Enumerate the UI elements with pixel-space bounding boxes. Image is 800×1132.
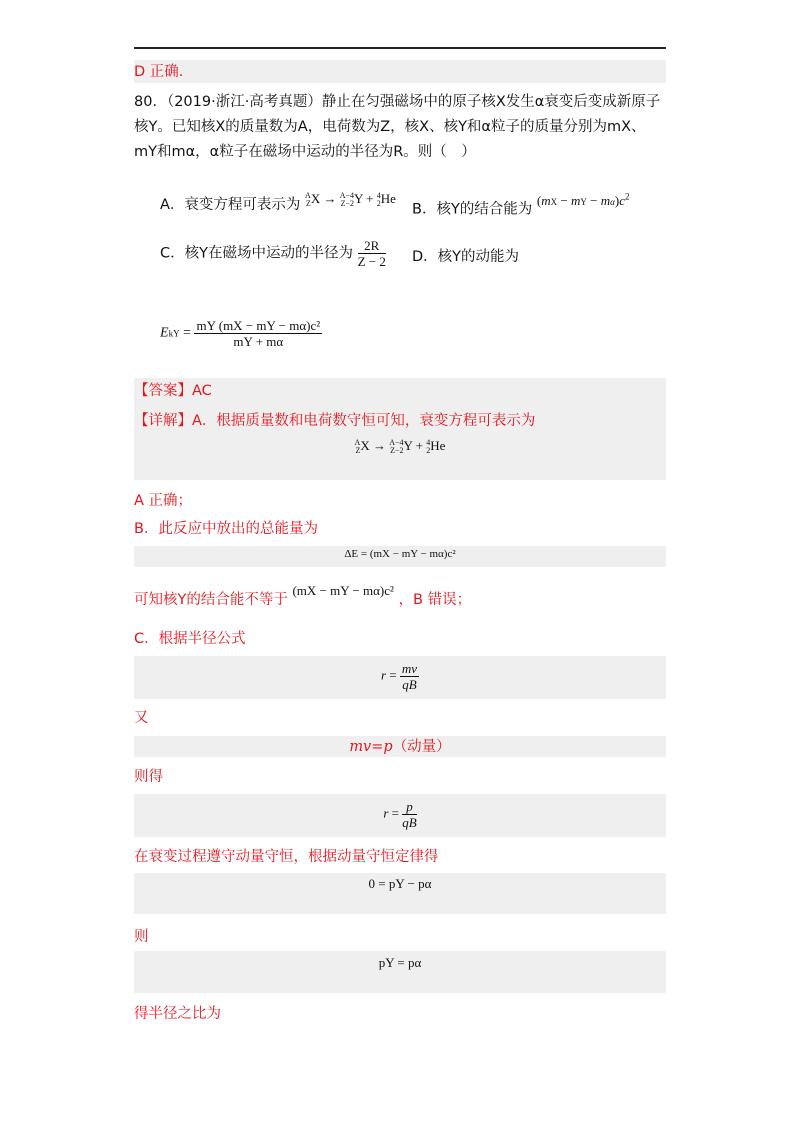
prev-answer-text: D 正确． (134, 64, 194, 80)
r1-denominator: qB (402, 677, 417, 692)
option-c-numerator: 2R (358, 238, 386, 254)
detail-label: 【详解】A．根据质量数和电荷数守恒可知，衰变方程可表示为 (134, 413, 536, 429)
ratio-text: 得半径之比为 (134, 1006, 221, 1022)
option-a[interactable] (160, 191, 396, 216)
mv-equals-p (134, 736, 666, 758)
b-conclusion-post: ，B 错误； (398, 592, 472, 608)
option-d-numerator: mY (mX − mY − mα)c² (196, 318, 321, 333)
then2-text: 则 (134, 929, 149, 945)
option-d[interactable]: D．核Y的动能为 (412, 249, 520, 265)
decay-equation: A ZX → A−4 Z−2Y + 4 2He (354, 438, 446, 456)
option-a-equation: A ZX → A−4 Z−2Y + 4 2He (305, 191, 396, 209)
question-line-3: mY和mα，α粒子在磁场中运动的半径为R。则（ ） (134, 144, 476, 160)
header-rule (134, 47, 666, 49)
option-d-lhs-sub: kY (168, 328, 180, 339)
option-c-denominator: Z − 2 (357, 254, 386, 269)
option-d-expression: EkY = $\frac{\text{mY (mX − mY − mα)c²}}{mY + m\alpha}$ (160, 318, 321, 349)
option-c-label: C．核Y在磁场中运动的半径为 (160, 245, 353, 262)
b-conclusion (134, 583, 472, 611)
option-b-label: B．核Y的结合能为 (412, 201, 533, 218)
r2-numerator: p (406, 799, 413, 814)
mv-p-note: （动量） (392, 739, 451, 755)
option-a-label: A．衰变方程可表示为 (160, 197, 301, 213)
question-line-1: （2019·浙江·高考真题）静止在匀强磁场中的原子核X发生α衰变后变成新原子 (166, 94, 661, 110)
radius-formula-2: r = $\frac{p}{qB}$ (383, 799, 417, 830)
r2-denominator: qB (402, 815, 417, 830)
r1-numerator: mv (401, 661, 418, 676)
a-correct: A 正确； (134, 493, 193, 509)
option-d-lhs: E (160, 325, 169, 341)
question-stem (134, 91, 674, 163)
b-conclusion-pre: 可知核Y的结合能不等于 (134, 592, 288, 608)
b-intro: B．此反应中放出的总能量为 (134, 521, 318, 537)
option-b[interactable] (412, 194, 629, 221)
radius-formula-1: r = $\frac{mv}{qB}$ (380, 661, 418, 692)
option-d-denominator: mY + mα (233, 334, 284, 349)
momentum-equation: 0 = pY − pα (368, 876, 432, 891)
b-equation: ΔE = (mX − mY − mα)c² (344, 548, 456, 560)
c-intro: C．根据半径公式 (134, 631, 246, 647)
question-number: 80． (134, 94, 167, 110)
momentum-text: 在衰变过程遵守动量守恒，根据动量守恒定律得 (134, 849, 439, 865)
again-text: 又 (134, 710, 149, 726)
b-conclusion-expr: (mX − mY − mα)c² (292, 583, 394, 598)
prev-answer-block (134, 60, 666, 83)
mv-p-expr: mv=p (349, 739, 393, 755)
option-c-fraction (358, 238, 386, 269)
p-equation: pY = pα (378, 955, 422, 970)
question-line-2: 核Y。已知核X的质量数为A，电荷数为Z，核X、核Y和α粒子的质量分别为mX、 (134, 119, 646, 135)
option-c[interactable] (160, 238, 386, 269)
then-text: 则得 (134, 769, 163, 785)
option-b-expression: (mX − mY − $m\alpha)c^2$ (536, 192, 630, 209)
answer-label: 【答案】AC (134, 383, 212, 399)
